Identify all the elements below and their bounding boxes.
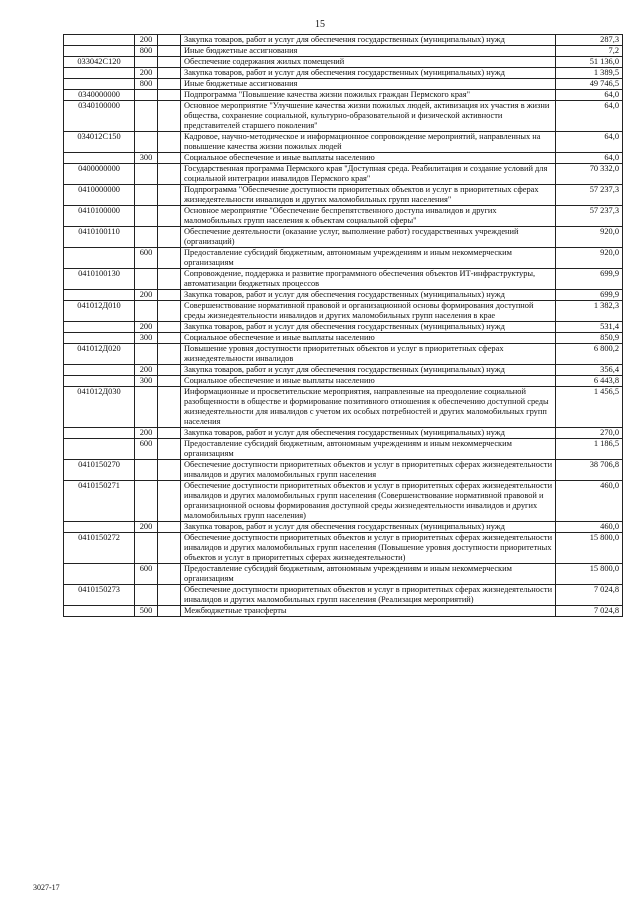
target-article-code: 0410150271 [64,481,135,522]
row-amount: 920,0 [556,248,623,269]
empty-cell [158,153,181,164]
row-amount: 460,0 [556,481,623,522]
document-code: 3027-17 [33,883,60,892]
empty-cell [158,57,181,68]
row-amount: 57 237,3 [556,206,623,227]
table-row [64,301,623,322]
row-description: Обеспечение содержания жилых помещений [181,57,556,68]
table-row [64,522,623,533]
row-description: Предоставление субсидий бюджетным, автономным учреждениям и иным некоммерческим организациям [181,564,556,585]
page-number: 15 [315,19,325,30]
expense-type-code: 200 [135,522,158,533]
row-amount: 64,0 [556,132,623,153]
empty-cell [158,606,181,617]
target-article-code: 0400000000 [64,164,135,185]
expense-type-code [135,57,158,68]
row-amount: 699,9 [556,269,623,290]
row-description: Информационные и просветительские мероприятия, направленные на преодоление социальной разобщенности в обществе и формирование позитивного отношения к обеспечению доступной среды жизнедеятельности для инвалидов с учетом их особых потребностей и других маломобильных групп населения [181,387,556,428]
row-amount: 1 456,5 [556,387,623,428]
empty-cell [158,101,181,132]
empty-cell [158,290,181,301]
row-description: Сопровождение, поддержка и развитие программного обеспечения объектов ИТ-инфраструктуры, автоматизации бюджетных процессов [181,269,556,290]
target-article-code [64,365,135,376]
row-amount: 7,2 [556,46,623,57]
table-row [64,269,623,290]
target-article-code: 041012Д030 [64,387,135,428]
table-row [64,90,623,101]
target-article-code: 0410150270 [64,460,135,481]
table-row [64,365,623,376]
empty-cell [158,365,181,376]
budget-table [63,34,623,617]
expense-type-code [135,164,158,185]
row-amount: 287,3 [556,35,623,46]
target-article-code: 0410100130 [64,269,135,290]
row-amount: 15 800,0 [556,564,623,585]
row-description: Совершенствование нормативной правовой и организационной основы формирования доступной среды жизнедеятельности инвалидов и других маломобильных групп населения в крае [181,301,556,322]
row-amount: 6 443,8 [556,376,623,387]
row-description: Основное мероприятие "Обеспечение беспрепятственного доступа инвалидов и других маломобильных групп населения к объектам социальной сферы" [181,206,556,227]
row-description: Социальное обеспечение и иные выплаты населению [181,376,556,387]
row-description: Обеспечение доступности приоритетных объектов и услуг в приоритетных сферах жизнедеятельности инвалидов и других маломобильных групп населения [181,460,556,481]
empty-cell [158,227,181,248]
table-row [64,46,623,57]
target-article-code: 034012С150 [64,132,135,153]
expense-type-code [135,387,158,428]
table-row [64,564,623,585]
expense-type-code: 500 [135,606,158,617]
target-article-code [64,68,135,79]
empty-cell [158,269,181,290]
target-article-code [64,322,135,333]
table-row [64,68,623,79]
expense-type-code [135,101,158,132]
row-description: Социальное обеспечение и иные выплаты населению [181,153,556,164]
row-amount: 38 706,8 [556,460,623,481]
table-row [64,57,623,68]
empty-cell [158,35,181,46]
row-description: Предоставление субсидий бюджетным, автономным учреждениям и иным некоммерческим организациям [181,248,556,269]
expense-type-code: 300 [135,333,158,344]
row-amount: 64,0 [556,101,623,132]
row-description: Обеспечение доступности приоритетных объектов и услуг в приоритетных сферах жизнедеятельности инвалидов и других маломобильных групп населения (Реализация мероприятий) [181,585,556,606]
row-amount: 70 332,0 [556,164,623,185]
target-article-code: 0410000000 [64,185,135,206]
target-article-code [64,290,135,301]
target-article-code [64,376,135,387]
expense-type-code: 200 [135,428,158,439]
target-article-code [64,46,135,57]
table-row [64,585,623,606]
empty-cell [158,481,181,522]
row-description: Подпрограмма "Обеспечение доступности приоритетных объектов и услуг в приоритетных сферах жизнедеятельности инвалидов и других маломобильных групп населения" [181,185,556,206]
empty-cell [158,387,181,428]
expense-type-code: 200 [135,35,158,46]
row-amount: 15 800,0 [556,533,623,564]
table-row [64,206,623,227]
target-article-code: 0410150272 [64,533,135,564]
table-row [64,290,623,301]
row-amount: 7 024,8 [556,606,623,617]
table-row [64,333,623,344]
row-amount: 1 382,3 [556,301,623,322]
target-article-code [64,153,135,164]
row-description: Закупка товаров, работ и услуг для обеспечения государственных (муниципальных) нужд [181,322,556,333]
row-amount: 49 746,5 [556,79,623,90]
row-description: Подпрограмма "Повышение качества жизни пожилых граждан Пермского края" [181,90,556,101]
empty-cell [158,533,181,564]
expense-type-code [135,533,158,564]
expense-type-code: 200 [135,68,158,79]
row-amount: 1 389,5 [556,68,623,79]
table-row [64,533,623,564]
row-description: Иные бюджетные ассигнования [181,46,556,57]
row-description: Закупка товаров, работ и услуг для обеспечения государственных (муниципальных) нужд [181,68,556,79]
row-description: Межбюджетные трансферты [181,606,556,617]
row-description: Повышение уровня доступности приоритетных объектов и услуг в приоритетных сферах жизнедеятельности инвалидов [181,344,556,365]
row-amount: 531,4 [556,322,623,333]
empty-cell [158,344,181,365]
expense-type-code: 200 [135,290,158,301]
row-description: Социальное обеспечение и иные выплаты населению [181,333,556,344]
row-description: Кадровое, научно-методическое и информационное сопровождение мероприятий, направленных на повышение качества жизни пожилых людей [181,132,556,153]
row-amount: 699,9 [556,290,623,301]
empty-cell [158,376,181,387]
expense-type-code [135,206,158,227]
row-amount: 57 237,3 [556,185,623,206]
target-article-code: 033042С120 [64,57,135,68]
table-row [64,460,623,481]
empty-cell [158,185,181,206]
empty-cell [158,460,181,481]
target-article-code [64,248,135,269]
empty-cell [158,90,181,101]
table-row [64,322,623,333]
expense-type-code: 800 [135,46,158,57]
table-row [64,79,623,90]
row-description: Обеспечение доступности приоритетных объектов и услуг в приоритетных сферах жизнедеятельности инвалидов и других маломобильных групп населения (Повышение уровня доступности приоритетных объектов и услуг в приоритетных сферах жизнедеятельности) [181,533,556,564]
table-row [64,227,623,248]
expense-type-code: 600 [135,248,158,269]
empty-cell [158,564,181,585]
row-amount: 64,0 [556,90,623,101]
row-amount: 6 800,2 [556,344,623,365]
expense-type-code: 300 [135,153,158,164]
row-amount: 356,4 [556,365,623,376]
target-article-code: 0340100000 [64,101,135,132]
table-row [64,153,623,164]
empty-cell [158,206,181,227]
row-amount: 51 136,0 [556,57,623,68]
empty-cell [158,248,181,269]
expense-type-code: 600 [135,564,158,585]
row-description: Закупка товаров, работ и услуг для обеспечения государственных (муниципальных) нужд [181,428,556,439]
row-description: Закупка товаров, работ и услуг для обеспечения государственных (муниципальных) нужд [181,365,556,376]
row-description: Закупка товаров, работ и услуг для обеспечения государственных (муниципальных) нужд [181,522,556,533]
empty-cell [158,428,181,439]
target-article-code: 041012Д010 [64,301,135,322]
empty-cell [158,79,181,90]
empty-cell [158,46,181,57]
expense-type-code [135,460,158,481]
row-description: Обеспечение доступности приоритетных объектов и услуг в приоритетных сферах жизнедеятельности инвалидов и других маломобильных групп населения (Совершенствование нормативной правовой и организационной основы формирования доступной среды жизнедеятельности инвалидов и других маломобильных групп населения) [181,481,556,522]
row-amount: 1 186,5 [556,439,623,460]
expense-type-code [135,344,158,365]
empty-cell [158,439,181,460]
expense-type-code [135,185,158,206]
row-description: Основное мероприятие "Улучшение качества жизни пожилых людей, активизация их участия в жизни общества, сохранение социальной, культурно-образовательной и физической активности представителей старшего поколения" [181,101,556,132]
target-article-code [64,522,135,533]
row-description: Закупка товаров, работ и услуг для обеспечения государственных (муниципальных) нужд [181,35,556,46]
target-article-code [64,35,135,46]
target-article-code [64,606,135,617]
row-amount: 920,0 [556,227,623,248]
empty-cell [158,522,181,533]
row-amount: 7 024,8 [556,585,623,606]
empty-cell [158,301,181,322]
target-article-code: 041012Д020 [64,344,135,365]
table-row [64,606,623,617]
table-row [64,35,623,46]
row-description: Государственная программа Пермского края "Доступная среда. Реабилитация и создание условий для социальной интеграции инвалидов Пермского края" [181,164,556,185]
row-description: Иные бюджетные ассигнования [181,79,556,90]
empty-cell [158,585,181,606]
empty-cell [158,132,181,153]
empty-cell [158,322,181,333]
table-row [64,481,623,522]
expense-type-code: 600 [135,439,158,460]
row-description: Закупка товаров, работ и услуг для обеспечения государственных (муниципальных) нужд [181,290,556,301]
budget-table-body [64,35,623,617]
expense-type-code [135,585,158,606]
expense-type-code [135,481,158,522]
row-amount: 270,0 [556,428,623,439]
expense-type-code: 200 [135,322,158,333]
row-description: Обеспечение деятельности (оказание услуг, выполнение работ) государственных учреждений (организаций) [181,227,556,248]
table-row [64,439,623,460]
table-row [64,132,623,153]
table-row [64,376,623,387]
expense-type-code: 800 [135,79,158,90]
table-row [64,185,623,206]
row-amount: 64,0 [556,153,623,164]
expense-type-code: 200 [135,365,158,376]
row-amount: 460,0 [556,522,623,533]
expense-type-code [135,269,158,290]
target-article-code: 0410100110 [64,227,135,248]
table-row [64,428,623,439]
expense-type-code [135,90,158,101]
target-article-code: 0340000000 [64,90,135,101]
expense-type-code [135,301,158,322]
table-row [64,387,623,428]
empty-cell [158,333,181,344]
target-article-code [64,439,135,460]
expense-type-code [135,227,158,248]
target-article-code [64,428,135,439]
table-row [64,164,623,185]
table-row [64,248,623,269]
expense-type-code [135,132,158,153]
row-amount: 850,9 [556,333,623,344]
table-row [64,344,623,365]
empty-cell [158,164,181,185]
table-row [64,101,623,132]
target-article-code [64,79,135,90]
target-article-code: 0410100000 [64,206,135,227]
target-article-code [64,564,135,585]
empty-cell [158,68,181,79]
target-article-code [64,333,135,344]
row-description: Предоставление субсидий бюджетным, автономным учреждениям и иным некоммерческим организациям [181,439,556,460]
target-article-code: 0410150273 [64,585,135,606]
expense-type-code: 300 [135,376,158,387]
